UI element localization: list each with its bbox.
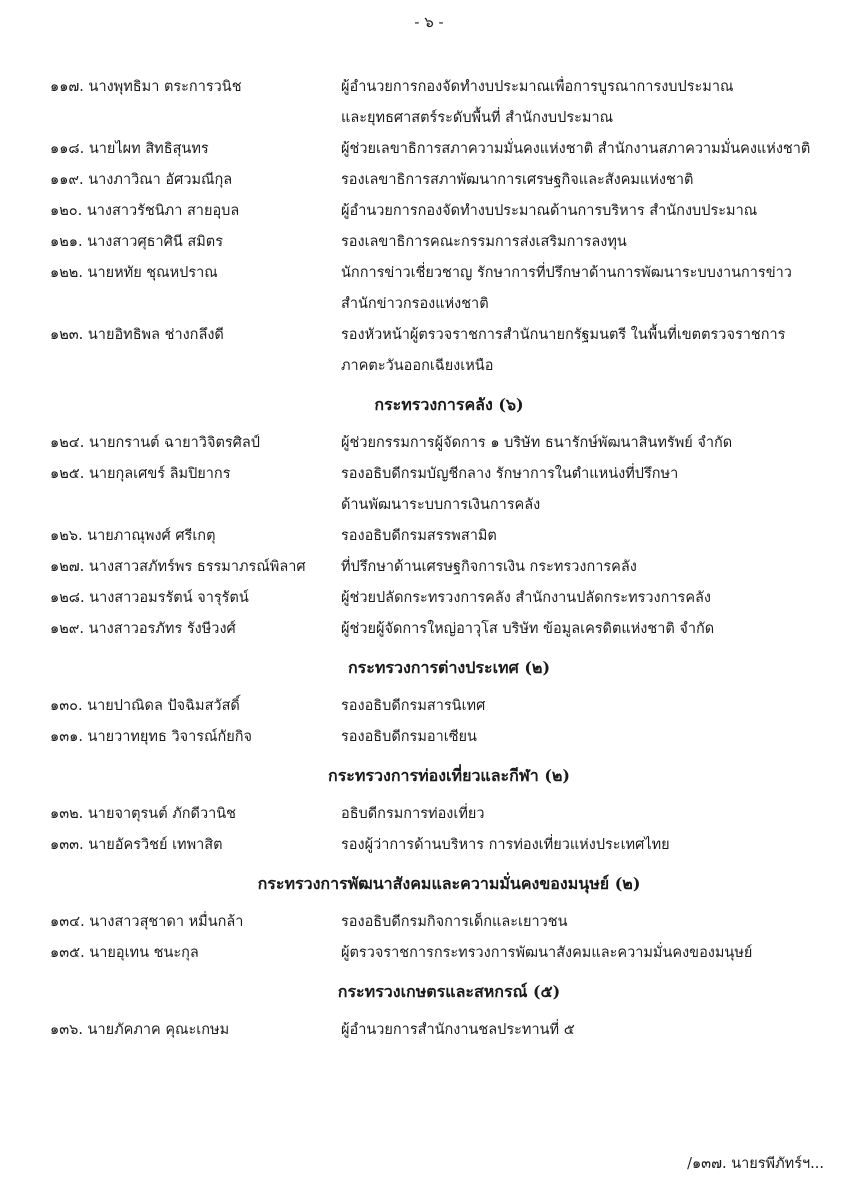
appointee-name: ๑๒๘. นางสาวอมรรัตน์ จารุรัตน์	[50, 590, 249, 606]
appointee-name: ๑๓๐. นายปาณิดล ปัจฉิมสวัสดิ์	[50, 698, 240, 714]
appointee-row	[0, 227, 858, 258]
ministry-heading: กระทรวงการพัฒนาสังคมและความมั่นคงของมนุษย์ (๒)	[257, 874, 641, 893]
appointee-position: ผู้อำนวยการกองจัดทำงบประมาณด้านการบริหาร สำนักงบประมาณ	[341, 203, 758, 219]
appointee-row	[0, 691, 858, 722]
appointee-name: ๑๑๗. นางพุทธิมา ตระการวนิช	[50, 79, 242, 95]
appointee-row	[0, 196, 858, 227]
appointee-position: ด้านพัฒนาระบบการเงินการคลัง	[341, 497, 541, 513]
appointee-row	[0, 583, 858, 614]
appointee-name: ๑๓๑. นายวาทยุทธ วิจารณ์กัยกิจ	[50, 729, 253, 745]
appointee-row	[0, 459, 858, 490]
appointee-name: ๑๑๘. นายไผท สิทธิสุนทร	[50, 141, 209, 157]
appointee-position: รองอธิบดีกรมอาเซียน	[341, 729, 477, 745]
appointee-position: นักการข่าวเชี่ยวชาญ รักษาการที่ปรึกษาด้านการพัฒนาระบบงานการข่าว	[341, 265, 792, 281]
appointee-row	[0, 830, 858, 861]
appointee-row	[0, 722, 858, 753]
appointee-position: ผู้ช่วยกรรมการผู้จัดการ ๑ บริษัท ธนารักษ์พัฒนาสินทรัพย์ จำกัด	[341, 435, 733, 451]
appointee-name: ๑๓๒. นายจาตุรนต์ ภักดีวานิช	[50, 806, 237, 822]
appointee-row	[0, 552, 858, 583]
appointee-position: รองอธิบดีกรมสารนิเทศ	[341, 698, 486, 714]
appointee-position: และยุทธศาสตร์ระดับพื้นที่ สำนักงบประมาณ	[341, 110, 614, 126]
ministry-heading: กระทรวงการคลัง (๖)	[374, 395, 524, 414]
appointee-position: รองผู้ว่าการด้านบริหาร การท่องเที่ยวแห่งประเทศไทย	[341, 837, 670, 853]
appointee-position: รองอธิบดีกรมบัญชีกลาง รักษาการในตำแหน่งที่ปรึกษา	[341, 466, 679, 482]
appointee-position: ผู้ช่วยผู้จัดการใหญ่อาวุโส บริษัท ข้อมูลเครดิตแห่งชาติ จำกัด	[341, 621, 715, 637]
page-number: - ๖ -	[414, 13, 444, 31]
appointee-name: ๑๓๓. นายอัครวิชย์ เทพาสิต	[50, 837, 223, 853]
appointee-row	[0, 165, 858, 196]
appointee-position: ผู้อำนวยการกองจัดทำงบประมาณเพื่อการบูรณาการงบประมาณ	[341, 79, 734, 95]
appointee-row	[0, 907, 858, 938]
appointee-row-continuation	[0, 103, 858, 134]
ministry-heading: กระทรวงเกษตรและสหกรณ์ (๕)	[337, 982, 561, 1001]
appointee-name: ๑๓๖. นายภัคภาค คุณะเกษม	[50, 1022, 230, 1038]
appointee-row-continuation	[0, 351, 858, 382]
appointee-position: ที่ปรึกษาด้านเศรษฐกิจการเงิน กระทรวงการคลัง	[341, 559, 637, 575]
appointee-row	[0, 1015, 858, 1046]
appointee-row	[0, 938, 858, 969]
appointee-position: ผู้ตรวจราชการกระทรวงการพัฒนาสังคมและความมั่นคงของมนุษย์	[341, 945, 753, 961]
appointee-name: ๑๒๑. นางสาวศุธาศินี สมิตร	[50, 234, 223, 250]
appointee-row	[0, 134, 858, 165]
appointee-row	[0, 258, 858, 289]
appointee-name: ๑๒๐. นางสาวรัชนิภา สายอุบล	[50, 203, 240, 219]
appointee-row	[0, 799, 858, 830]
appointee-name: ๑๒๒. นายหทัย ชุณหปราณ	[50, 265, 218, 281]
appointee-name: ๑๒๗. นางสาวสภัทร์พร ธรรมาภรณ์พิลาศ	[50, 559, 306, 575]
appointee-position: รองหัวหน้าผู้ตรวจราชการสำนักนายกรัฐมนตรี ในพื้นที่เขตตรวจราชการ	[341, 327, 786, 343]
appointee-row-continuation	[0, 289, 858, 320]
appointee-position: ภาคตะวันออกเฉียงเหนือ	[341, 358, 494, 374]
appointee-row	[0, 72, 858, 103]
appointee-position: ผู้ช่วยเลขาธิการสภาความมั่นคงแห่งชาติ สำนักงานสภาความมั่นคงแห่งชาติ	[341, 141, 811, 157]
appointee-name: ๑๓๕. นายอุเทน ชนะกุล	[50, 945, 199, 961]
appointee-name: ๑๒๙. นางสาวอรภัทร รังษีวงศ์	[50, 621, 236, 637]
appointee-name: ๑๑๙. นางภาวิณา อัศวมณีกุล	[50, 172, 233, 188]
appointee-position: ผู้อำนวยการสำนักงานชลประทานที่ ๕	[341, 1022, 575, 1038]
appointee-row	[0, 428, 858, 459]
appointee-name: ๑๒๓. นายอิทธิพล ช่างกลึงดี	[50, 327, 224, 343]
appointee-row	[0, 320, 858, 351]
appointee-position: รองอธิบดีกรมสรรพสามิต	[341, 528, 497, 544]
appointee-position: รองอธิบดีกรมกิจการเด็กและเยาวชน	[341, 914, 568, 930]
appointee-position: อธิบดีกรมการท่องเที่ยว	[341, 806, 485, 822]
ministry-heading: กระทรวงการต่างประเทศ (๒)	[347, 658, 551, 677]
appointee-row	[0, 521, 858, 552]
appointee-row-continuation	[0, 490, 858, 521]
continuation-note: /๑๓๗. นายรพีภัทร์ฯ...	[687, 1156, 824, 1172]
appointee-position: รองเลขาธิการคณะกรรมการส่งเสริมการลงทุน	[341, 234, 627, 250]
appointee-position: สำนักข่าวกรองแห่งชาติ	[341, 296, 489, 312]
appointee-position: รองเลขาธิการสภาพัฒนาการเศรษฐกิจและสังคมแห่งชาติ	[341, 172, 694, 188]
appointee-name: ๑๓๔. นางสาวสุชาดา หมื่นกล้า	[50, 914, 244, 930]
appointee-name: ๑๒๕. นายกุลเศขร์ ลิมปิยากร	[50, 466, 231, 482]
appointee-name: ๑๒๔. นายกรานต์ ฉายาวิจิตรศิลป์	[50, 435, 260, 451]
appointment-list	[0, 72, 858, 1046]
appointee-name: ๑๒๖. นายภาณุพงศ์ ศรีเกตุ	[50, 528, 216, 544]
ministry-heading: กระทรวงการท่องเที่ยวและกีฬา (๒)	[328, 766, 570, 785]
appointee-row	[0, 614, 858, 645]
appointee-position: ผู้ช่วยปลัดกระทรวงการคลัง สำนักงานปลัดกระทรวงการคลัง	[341, 590, 712, 606]
